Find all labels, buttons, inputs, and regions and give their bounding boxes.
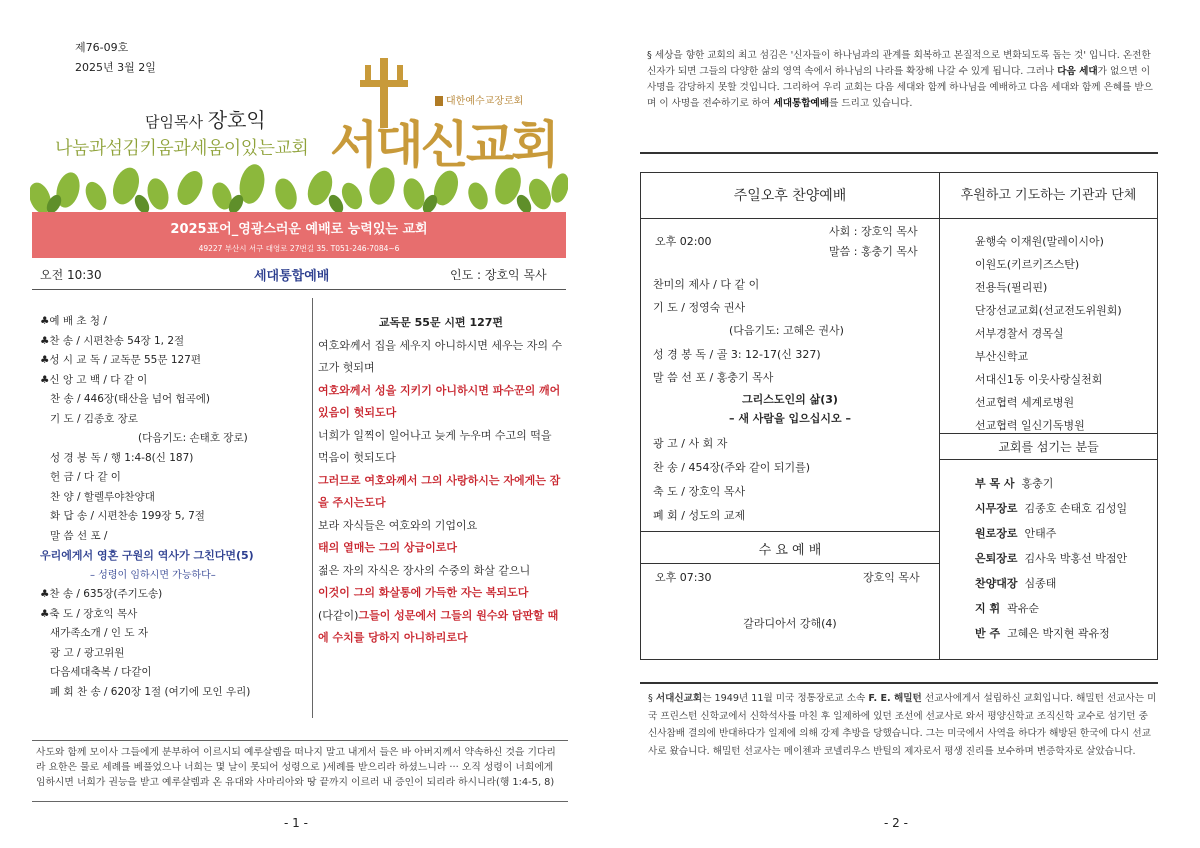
supporter-item: 선교협력 세계로병원 bbox=[975, 396, 1075, 409]
reading-verse: 젊은 자의 자식은 장사의 수중의 화살 같으니 bbox=[318, 563, 531, 577]
intro-text: 가 없으면 이 사명을 감당하지 못할 것입니다. 그리하여 우리 교회는 다음 세대와 함께 하나님을 예배하고 다음 세대와 함께 은혜를 받으며 이 사명을 전수하기로 하여 bbox=[647, 66, 1153, 109]
divider bbox=[940, 459, 1157, 460]
order-item: ♣성 시 교 독 / 교독문 55문 127편 bbox=[40, 354, 202, 366]
servant-names: 안태주 bbox=[1024, 527, 1057, 540]
denomination-label: 대한예수교장로회 bbox=[446, 96, 524, 107]
service-time: 오전 10:30 bbox=[40, 268, 102, 282]
order-item: 기 도 / 김종호 장로 bbox=[50, 412, 138, 425]
servant-role: 지 휘 bbox=[975, 602, 1001, 615]
pm-order-item: 찬 송 / 454장(주와 같이 되기를) bbox=[653, 461, 811, 474]
supporter-item: 전용득(필리핀) bbox=[975, 281, 1048, 294]
denomination bbox=[435, 92, 523, 107]
key-verse-box: 사도와 함께 모이사 그들에게 분부하여 이르시되 예루살렘을 떠나지 말고 내게서 들은 바 아버지께서 약속하신 것을 기다리라 요한은 물로 세례를 베풀었으나 너희는 몇 날이 못되어 성령으로 )세례를 받으리라 하셨느니라 ··· 오직 성령이 너희에게 임하시면 너희가 권능을 받고 예루살렘과 온 유대와 사마리아와 땅 끝까지 이르러 내 증인이 되리라 하시니라(행 1:4-5, 8) bbox=[32, 740, 568, 802]
order-item: 헌 금 / 다 같 이 bbox=[50, 471, 121, 483]
reading-verse: 여호와께서 성을 지키기 아니하시면 파수꾼의 깨어 있음이 헛되도다 bbox=[318, 383, 561, 419]
pm-service-title: 주일오후 찬양예배 bbox=[641, 173, 939, 219]
pm-order-item: 축 도 / 장호익 목사 bbox=[653, 485, 746, 498]
sermon-title: 우리에게서 영혼 구원의 역사가 그친다면(5) bbox=[40, 549, 254, 562]
servant-row bbox=[975, 525, 1056, 541]
pm-presider: 사회 : 장호익 목사 bbox=[829, 225, 918, 238]
sermon-subtitle: – 성령이 임하시면 가능하다– bbox=[90, 569, 216, 581]
servant-row bbox=[975, 550, 1127, 566]
church-logo bbox=[330, 50, 570, 170]
intro-emphasis: 다음 세대 bbox=[1057, 66, 1098, 77]
servant-names: 곽유순 bbox=[1007, 602, 1039, 615]
reading-verse-final bbox=[318, 605, 564, 650]
servant-row bbox=[975, 625, 1110, 641]
order-item: 말 씀 선 포 / bbox=[50, 529, 108, 542]
servant-row bbox=[975, 500, 1127, 516]
services-table bbox=[640, 172, 1158, 660]
order-item: 새가족소개 / 인 도 자 bbox=[50, 627, 149, 639]
church-logo-text: 서대신교회 bbox=[330, 116, 557, 170]
intro-emphasis: 세대통합예배 bbox=[773, 98, 830, 109]
founder-name: F. E. 해밀턴 bbox=[868, 693, 922, 704]
pm-order-item: 광 고 / 사 회 자 bbox=[653, 437, 728, 450]
order-item: ♣찬 송 / 635장(주기도송) bbox=[40, 588, 163, 600]
responsive-reading bbox=[318, 312, 564, 650]
reading-verse: 너희가 일찍이 일어나고 늦게 누우며 수고의 떡을 먹음이 헛되도다 bbox=[318, 428, 552, 464]
pm-order-note: (다음기도: 고혜은 권사) bbox=[729, 324, 844, 337]
supporter-item: 서대신1동 이웃사랑실천회 bbox=[975, 373, 1103, 386]
banner-title: 2025표어_영광스러운 예배로 능력있는 교회 bbox=[170, 222, 428, 237]
page-number: - 1 - bbox=[284, 816, 308, 830]
order-of-worship bbox=[40, 312, 308, 702]
servant-names: 김종호 손태호 김성일 bbox=[1024, 502, 1128, 515]
pm-service-time: 오후 02:00 bbox=[655, 235, 712, 248]
pm-sermon-title: 그리스도인의 삶(3) bbox=[742, 393, 838, 406]
servant-names: 홍충기 bbox=[1021, 477, 1054, 490]
supporter-item: 선교협력 일신기독병원 bbox=[975, 419, 1085, 432]
pm-order-item: 기 도 / 정영숙 권사 bbox=[653, 301, 746, 314]
divider bbox=[641, 531, 939, 532]
servant-names: 고혜은 박지현 곽유정 bbox=[1007, 627, 1110, 640]
supporter-item: 부산신학교 bbox=[975, 350, 1029, 363]
pastor-label: 담임목사 bbox=[145, 113, 203, 131]
order-item: 폐 회 찬 송 / 620장 1절 (여기에 모인 우리) bbox=[50, 685, 251, 698]
history-text: 선교사에게서 설립하신 교회입니다. 해밀턴 선교사는 미국 프린스턴 신학교에서 신학석사를 마친 후 일제하에 있던 조선에 선교사로 와서 평양신학교 조직신학 교수로 섬기던 중 신사참배 결의에 반대하다가 일제에 의해 강제 추방을 당했습니다. 그는 미국에서 사역을 하다가 해방된 한국에 다시 선교사로 왔습니다. 해밀턴 선교사는 메이첸과 코넬리우스 반틸의 제자로서 평생 진리를 보수하며 변증학자로 살았습니다. bbox=[648, 693, 1157, 757]
page-number: - 2 - bbox=[884, 816, 908, 830]
issue-info bbox=[75, 38, 156, 78]
order-item: 찬 송 / 446장(태산을 넘어 험곡에) bbox=[50, 393, 211, 405]
reading-verse: 여호와께서 집을 세우지 아니하시면 세우는 자의 수고가 헛되며 bbox=[318, 338, 563, 374]
final-verse: 그들이 성문에서 그들의 원수와 담판할 때에 수치를 당하지 아니하리로다 bbox=[318, 608, 559, 644]
supporters-title: 후원하고 기도하는 기관과 단체 bbox=[940, 173, 1157, 219]
service-leader: 인도 : 장호익 목사 bbox=[450, 268, 547, 282]
servant-row bbox=[975, 575, 1056, 591]
history-text: 는 1949년 11월 미국 정통장로교 소속 bbox=[702, 693, 866, 704]
servant-names: 심종태 bbox=[1024, 577, 1057, 590]
servants-title: 교회를 섬기는 분들 bbox=[998, 440, 1099, 454]
reading-verse: 보라 자식들은 여호와의 기업이요 bbox=[318, 518, 478, 532]
supporter-item: 윤행숙 이재원(말레이시아) bbox=[975, 235, 1104, 248]
pastor-name: 장호익 bbox=[207, 108, 266, 132]
wed-sermon: 갈라디아서 강해(4) bbox=[743, 617, 837, 630]
wed-service-title: 수 요 예 배 bbox=[758, 543, 822, 558]
servant-role: 은퇴장로 bbox=[975, 552, 1018, 565]
issue-date: 2025년 3월 2일 bbox=[75, 61, 156, 74]
servant-row bbox=[975, 475, 1053, 491]
yearly-theme-banner bbox=[32, 212, 566, 258]
supporter-item: 이원도(키르키즈스탄) bbox=[975, 258, 1080, 271]
reading-verse: 그러므로 여호와께서 그의 사랑하시는 자에게는 잠을 주시는도다 bbox=[318, 473, 561, 509]
service-name: 세대통합예배 bbox=[254, 269, 330, 284]
order-item: 광 고 / 광고위원 bbox=[50, 646, 125, 659]
intro-text: 를 드리고 있습니다. bbox=[829, 98, 913, 109]
divider bbox=[940, 433, 1157, 434]
supporter-item: 서부경찰서 경목실 bbox=[975, 327, 1064, 340]
together-label: (다같이) bbox=[318, 608, 359, 622]
divider bbox=[641, 563, 939, 564]
pm-preacher: 말씀 : 홍충기 목사 bbox=[829, 245, 918, 258]
divider bbox=[640, 152, 1158, 154]
order-item: 다음세대축복 / 다같이 bbox=[50, 666, 152, 678]
banner-address: 49227 부산시 서구 대영로 27번길 35. T051-246-7084~6 bbox=[198, 244, 400, 253]
section-mark: § bbox=[648, 693, 653, 704]
servant-role: 원로장로 bbox=[975, 527, 1018, 540]
church-motto: 나눔과섬김키움과세움이있는교회 bbox=[55, 138, 309, 159]
order-item: 화 답 송 / 시편찬송 199장 5, 7절 bbox=[50, 510, 205, 522]
pastor-line bbox=[145, 104, 266, 133]
church-name: 서대신교회 bbox=[655, 693, 703, 704]
servant-role: 시무장로 bbox=[975, 502, 1018, 515]
leaves-decoration bbox=[30, 160, 568, 212]
reading-verse: 태의 열매는 그의 상급이로다 bbox=[318, 541, 457, 554]
supporter-item: 단장선교교회(선교전도위원회) bbox=[975, 304, 1122, 317]
column-divider bbox=[312, 298, 313, 718]
pm-sermon-subtitle: – 새 사람을 입으십시오 – bbox=[729, 412, 851, 425]
servant-role: 부 목 사 bbox=[975, 477, 1015, 490]
church-history bbox=[640, 682, 1158, 760]
servant-names: 김사욱 박홍선 박점안 bbox=[1024, 552, 1128, 565]
pm-order-item: 폐 회 / 성도의 교제 bbox=[653, 509, 746, 522]
order-item: ♣신 앙 고 백 / 다 같 이 bbox=[40, 373, 148, 386]
reading-verse: 이것이 그의 화살통에 가득한 자는 복되도다 bbox=[318, 586, 529, 599]
order-item: 찬 양 / 할렐루야찬양대 bbox=[50, 490, 155, 503]
order-item: ♣찬 송 / 시편찬송 54장 1, 2절 bbox=[40, 334, 185, 347]
pm-order-item: 말 씀 선 포 / 홍충기 목사 bbox=[653, 371, 774, 384]
order-item: ♣예 배 초 청 / bbox=[40, 315, 107, 327]
reading-title: 교독문 55문 시편 127편 bbox=[378, 316, 504, 329]
intro-text: § 세상을 향한 교회의 최고 섬김은 '신자들이 하나님과의 관계를 회복하고 본질적으로 변화되도록 돕는 것' 입니다. 온전한 신자가 되면 그들의 다양한 삶의 영역 속에서 하나님의 나라를 확장해 나갈 수 있게 됩니다. 그러나 bbox=[647, 50, 1151, 77]
servant-row bbox=[975, 600, 1039, 616]
order-item: 성 경 봉 독 / 행 1:4-8(신 187) bbox=[50, 451, 194, 464]
servant-role: 찬양대장 bbox=[975, 577, 1018, 590]
bible-icon bbox=[435, 96, 443, 106]
issue-number: 제76-09호 bbox=[75, 41, 129, 54]
order-item-note: (다음기도: 손태호 장로) bbox=[138, 432, 248, 444]
pm-order-item: 찬미의 제사 / 다 같 이 bbox=[653, 278, 760, 291]
servant-role: 반 주 bbox=[975, 627, 1001, 640]
wed-service-time: 오후 07:30 bbox=[655, 571, 712, 584]
intergenerational-intro bbox=[647, 48, 1159, 112]
morning-service-header bbox=[32, 260, 566, 290]
wed-service-leader: 장호익 목사 bbox=[863, 571, 920, 584]
pm-order-item: 성 경 봉 독 / 골 3: 12-17(신 327) bbox=[653, 348, 821, 361]
table-divider bbox=[939, 173, 940, 659]
order-item: ♣축 도 / 장호익 목사 bbox=[40, 607, 138, 620]
